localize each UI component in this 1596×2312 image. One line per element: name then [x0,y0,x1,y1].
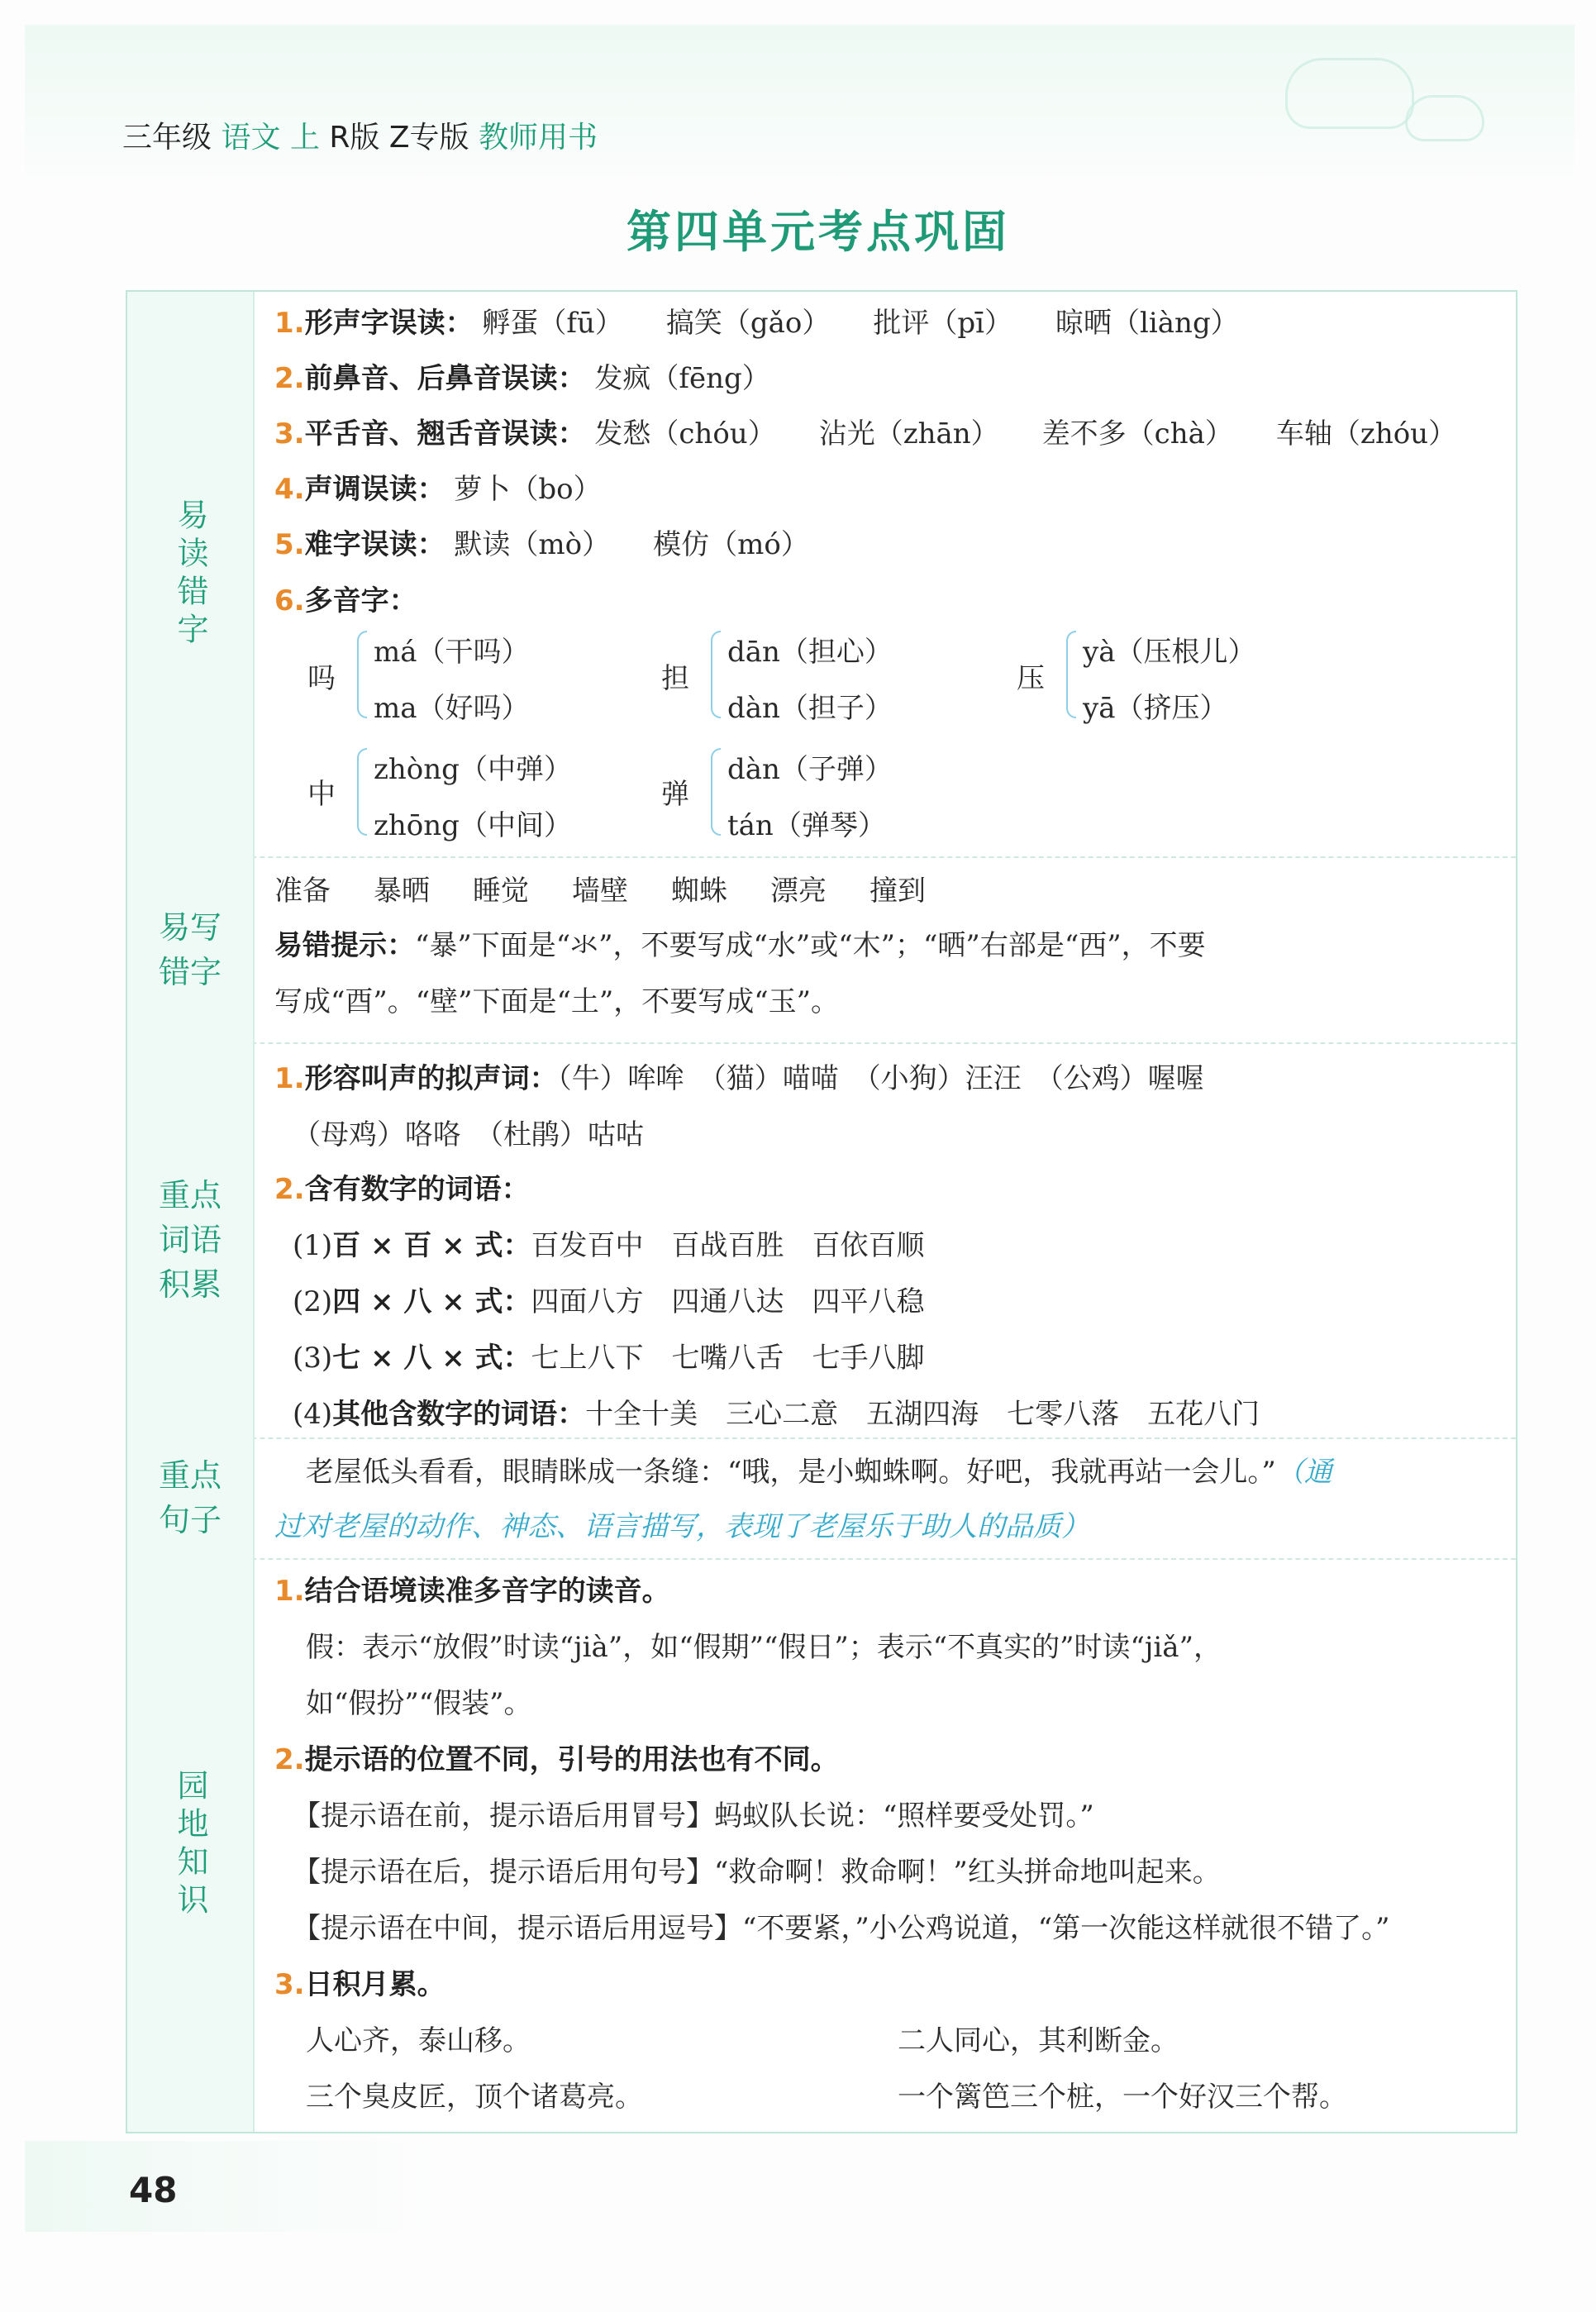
list-item: 【提示语在前，提示语后用冒号】蚂蚁队长说：“照样要受处罚。” [293,1800,1094,1833]
header-grade: 三年级 [122,121,212,155]
section-misread-chars [127,292,1516,858]
saying: 三个臭皮匠，顶个诸葛亮。 [306,2081,643,2114]
cloud-decoration-icon [1285,58,1414,129]
polyphone-reading: zhōng（中间） [374,809,572,842]
brace-icon [711,631,721,718]
list-item: 2.提示语的位置不同，引号的用法也有不同。 [274,1743,839,1776]
section-label: 易读错字 [127,292,255,856]
list-item: 3.日积月累。 [274,1968,445,2001]
section-garden-knowledge [127,1558,1516,2132]
brace-icon [711,748,721,836]
list-item: 5.难字误读： 默读（mò） 模仿（mó） [274,528,809,561]
polyphone-reading: zhòng（中弹） [374,753,572,786]
page-number: 48 [129,2170,178,2210]
polyphone-char: 吗 [307,662,336,695]
list-item: (3)七 × 八 × 式：七上八下 七嘴八舌 七手八脚 [293,1342,925,1375]
tip-text: 写成“酉”。“壁”下面是“土”，不要写成“玉”。 [274,985,840,1018]
list-item: 【提示语在后，提示语后用句号】“救命啊！救命啊！”红头拼命地叫起来。 [293,1856,1221,1889]
list-item: (1)百 × 百 × 式：百发百中 百战百胜 百依百顺 [293,1229,925,1262]
sentence-note: 过对老屋的动作、神态、语言描写，表现了老屋乐于助人的品质） [274,1510,1089,1543]
section-label: 重点词语积累 [127,1042,255,1437]
header-term: 上 [289,121,320,155]
section-miswritten-chars [127,856,1516,1044]
saying: 二人同心，其利断金。 [898,2024,1179,2057]
section-label: 易写错字 [127,856,255,1042]
polyphone-reading: má（干吗） [374,636,530,669]
list-item: (4)其他含数字的词语：十全十美 三心二意 五湖四海 七零八落 五花八门 [293,1398,1260,1431]
header-subject: 语文 [221,121,281,155]
list-item: 【提示语在中间，提示语后用逗号】“不要紧，”小公鸡说道，“第一次能这样就很不错了。” [293,1912,1390,1945]
list-item: 1.结合语境读准多音字的读音。 [274,1575,670,1608]
list-item: 6.多音字： [274,584,417,617]
polyphone-reading: yà（压根儿） [1083,636,1256,669]
header-special: Z专版 [388,121,469,155]
polyphone-char: 中 [307,778,336,811]
list-item: 1.形容叫声的拟声词：（牛）哞哞 （猫）喵喵 （小狗）汪汪 （公鸡）喔喔 [274,1062,1204,1095]
section-label: 园地知识 [127,1558,255,2132]
saying: 一个篱笆三个桩，一个好汉三个帮。 [898,2081,1347,2114]
footer-band [25,2141,438,2232]
list-item: 3.平舌音、翘舌音误读： 发愁（chóu） 沾光（zhān） 差不多（chà） 车轴（zhóu） [274,417,1457,450]
tip-text: 易错提示：“暴”下面是“氺”，不要写成“水”或“木”；“晒”右部是“西”，不要 [274,929,1206,962]
sentence-text: 老屋低头看看，眼睛眯成一条缝：“哦，是小蜘蛛啊。好吧，我就再站一会儿。”（通 [306,1456,1332,1489]
list-item: 1.形声字误读： 孵蛋（fū） 搞笑（gǎo） 批评（pī） 晾晒（liàng） [274,307,1239,340]
polyphone-reading: ma（好吗） [374,692,530,725]
header-edition: R版 [329,121,380,155]
brace-icon [357,631,367,718]
list-item: 2.含有数字的词语： [274,1173,530,1206]
list-item: 假：表示“放假”时读“jià”，如“假期”“假日”；表示“不真实的”时读“jiǎ”， [306,1631,1222,1664]
list-item: 如“假扮”“假装”。 [306,1687,532,1720]
polyphone-char: 担 [661,662,689,695]
brace-icon [357,748,367,836]
polyphone-reading: yā（挤压） [1083,692,1228,725]
header-book: 教师用书 [479,121,598,155]
section-key-vocabulary [127,1042,1516,1439]
polyphone-reading: dān（担心） [727,636,893,669]
polyphone-char: 压 [1017,662,1045,695]
polyphone-reading: dàn（子弹） [727,753,893,786]
list-item: 4.声调误读： 萝卜（bo） [274,473,602,506]
polyphone-reading: dàn（担子） [727,692,893,725]
polyphone-char: 弹 [661,778,689,811]
saying: 人心齐，泰山移。 [306,2024,531,2057]
cloud-decoration-icon [1405,95,1484,141]
page-title: 第四单元考点巩固 [626,206,1010,258]
word-list: 准备 暴晒 睡觉 墙壁 蜘蛛 漂亮 撞到 [274,875,926,908]
section-key-sentences [127,1437,1516,1560]
brace-icon [1066,631,1076,718]
list-item: (2)四 × 八 × 式：四面八方 四通八达 四平八稳 [293,1285,925,1318]
review-table [126,290,1517,2133]
list-item: （母鸡）咯咯 （杜鹃）咕咕 [293,1118,644,1151]
list-item: 2.前鼻音、后鼻音误读： 发疯（fēng） [274,362,770,395]
polyphone-reading: tán（弹琴） [727,809,886,842]
section-label: 重点句子 [127,1437,255,1558]
book-header [122,114,598,156]
